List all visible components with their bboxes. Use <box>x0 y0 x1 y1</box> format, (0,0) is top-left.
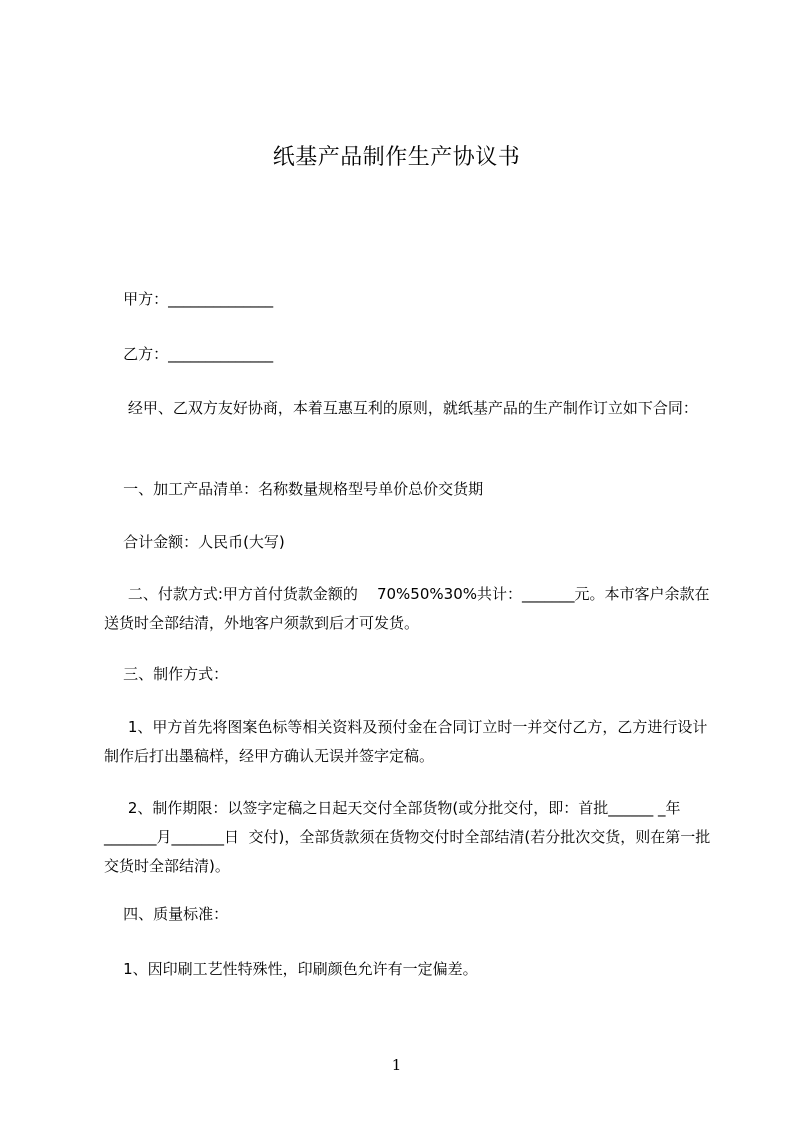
page-number: 1 <box>391 1056 402 1074</box>
section-4-item-1: 1、因印刷工艺性特殊性，印刷颜色允许有一定偏差。 <box>104 960 478 978</box>
total-amount-line: 合计金额：人民币(大写) <box>104 533 285 551</box>
party-a-line: 甲方：______________ <box>104 290 274 308</box>
preamble-paragraph: 经甲、乙双方友好协商，本着互惠互利的原则，就纸基产品的生产制作订立如下合同： <box>104 399 698 417</box>
section-3-heading: 三、制作方式： <box>104 665 229 683</box>
section-4-heading: 四、质量标准： <box>104 905 229 923</box>
section-3-item-2: 2、制作期限：以签字定稿之日起天交付全部货物(或分批交付，即：首批______ _年_______月_______日 交付)，全部货款须在货物交付时全部结清(若分批次交货，则在第一批交货时全部结清)。 <box>104 799 711 875</box>
section-3-item-1: 1、甲方首先将图案色标等相关资料及预付金在合同订立时一并交付乙方，乙方进行设计制作后打出墨稿样，经甲方确认无误并签字定稿。 <box>104 718 708 765</box>
section-2-payment: 二、付款方式:甲方首付货款金额的 70%50%30%共计：_______元。本市客户余款在送货时全部结清，外地客户须款到后才可发货。 <box>104 585 710 632</box>
document-title: 纸基产品制作生产协议书 <box>272 145 521 170</box>
section-1-product-list: 一、加工产品清单：名称数量规格型号单价总价交货期 <box>104 480 484 498</box>
party-b-line: 乙方：______________ <box>104 345 274 363</box>
